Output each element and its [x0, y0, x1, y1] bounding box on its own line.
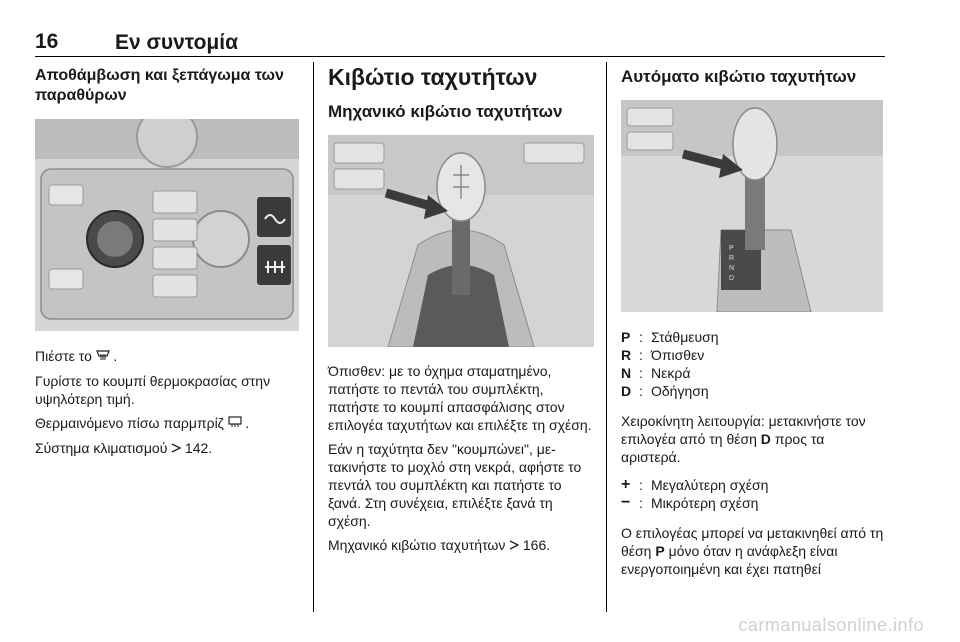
column-divider-1: [313, 62, 314, 612]
automatic-gear-illustration: [621, 100, 883, 312]
page-number: 16: [35, 30, 59, 53]
svg-text:P: P: [729, 245, 734, 252]
column-transmission: [328, 62, 594, 555]
manual-gear-figure: [328, 135, 594, 347]
manual-transmission-heading: Μηχανικό κιβώτιο ταχυτήτων: [328, 102, 563, 121]
column-defrost: [35, 62, 299, 458]
column-automatic: [621, 62, 887, 578]
page-ref-arrow-icon: [171, 441, 185, 456]
transmission-title: Κιβώτιο ταχυτήτων: [328, 64, 538, 90]
svg-text:N: N: [729, 265, 735, 272]
climate-panel-figure: [35, 119, 299, 331]
manual-gear-illustration: [328, 135, 594, 347]
manual-page-ref[interactable]: 166.: [522, 537, 551, 553]
park-release-text: Ο επιλογέας μπορεί να μετακινηθεί από τη θέση P μόνο όταν η ανάφλεξη είναι ενεργοποιημένη και έχει πατηθεί: [621, 525, 884, 577]
defrost-text-4: Σύστημα κλιματισμού 142.: [35, 440, 213, 456]
rear-window-heat-icon: [228, 416, 246, 431]
automatic-heading: Αυτόματο κιβώτιο ταχυτήτων: [621, 67, 857, 86]
header-rule: [35, 56, 885, 57]
page-header: [35, 30, 885, 54]
defrost-heading: Αποθάμβωση και ξεπάγωμα των παραθύρων: [35, 67, 284, 104]
defrost-text-3: Θερμαινόμενο πίσω παρμπρίζ .: [35, 415, 250, 431]
gear-position-legend: [621, 328, 887, 400]
column-divider-2: [606, 62, 607, 612]
watermark: carmanualsonline.info: [738, 615, 924, 635]
shift-legend: [621, 476, 887, 512]
manual-mode-text: Χειροκίνητη λειτουργία: μετακινήστε τον επιλογέα από τη θέση D προς τα αριστερά.: [621, 413, 866, 465]
legend-row-p: P : Στάθμευση: [621, 329, 719, 345]
defrost-text-2: Γυρίστε το κουμπί θερμοκρασίας στην υψηλότερη τιμή.: [35, 373, 271, 407]
page-ref-arrow-icon: [509, 538, 523, 553]
svg-text:D: D: [729, 275, 735, 282]
climate-page-ref[interactable]: 142.: [184, 440, 213, 456]
svg-text:R: R: [729, 255, 735, 262]
section-title: Εν συντομία: [115, 31, 238, 54]
climate-panel-illustration: [35, 119, 299, 331]
legend-row-plus: + : Μεγαλύτερη σχέση: [621, 476, 769, 493]
manual-text-2: Εάν η ταχύτητα δεν "κουμπώνει", μετακινήστε το μοχλό στη νεκρά, αφήστε το πεντάλ του συμπλέκτη και πατήστε το ξανά. Στη συνέχεια, επιλέξτε ξανά τη σχέση.: [328, 441, 582, 529]
windshield-defrost-icon: [96, 349, 114, 364]
automatic-gear-figure: [621, 100, 883, 312]
legend-row-r: R : Όπισθεν: [621, 347, 705, 363]
manual-text-3: Μηχανικό κιβώτιο ταχυτήτων 166.: [328, 537, 551, 553]
legend-row-minus: − : Μικρότερη σχέση: [621, 494, 759, 511]
legend-row-n: N : Νεκρά: [621, 365, 691, 381]
manual-text-1: Όπισθεν: με το όχημα σταματημένο, πατήστε το πεντάλ του συμπλέκτη, πατήστε το κουμπί απασφάλισης στον επιλογέα ταχυτήτων και επιλέξτε τη σχέση.: [328, 363, 592, 433]
legend-row-d: D : Οδήγηση: [621, 383, 709, 399]
defrost-text-1: Πιέστε το .: [35, 348, 118, 364]
